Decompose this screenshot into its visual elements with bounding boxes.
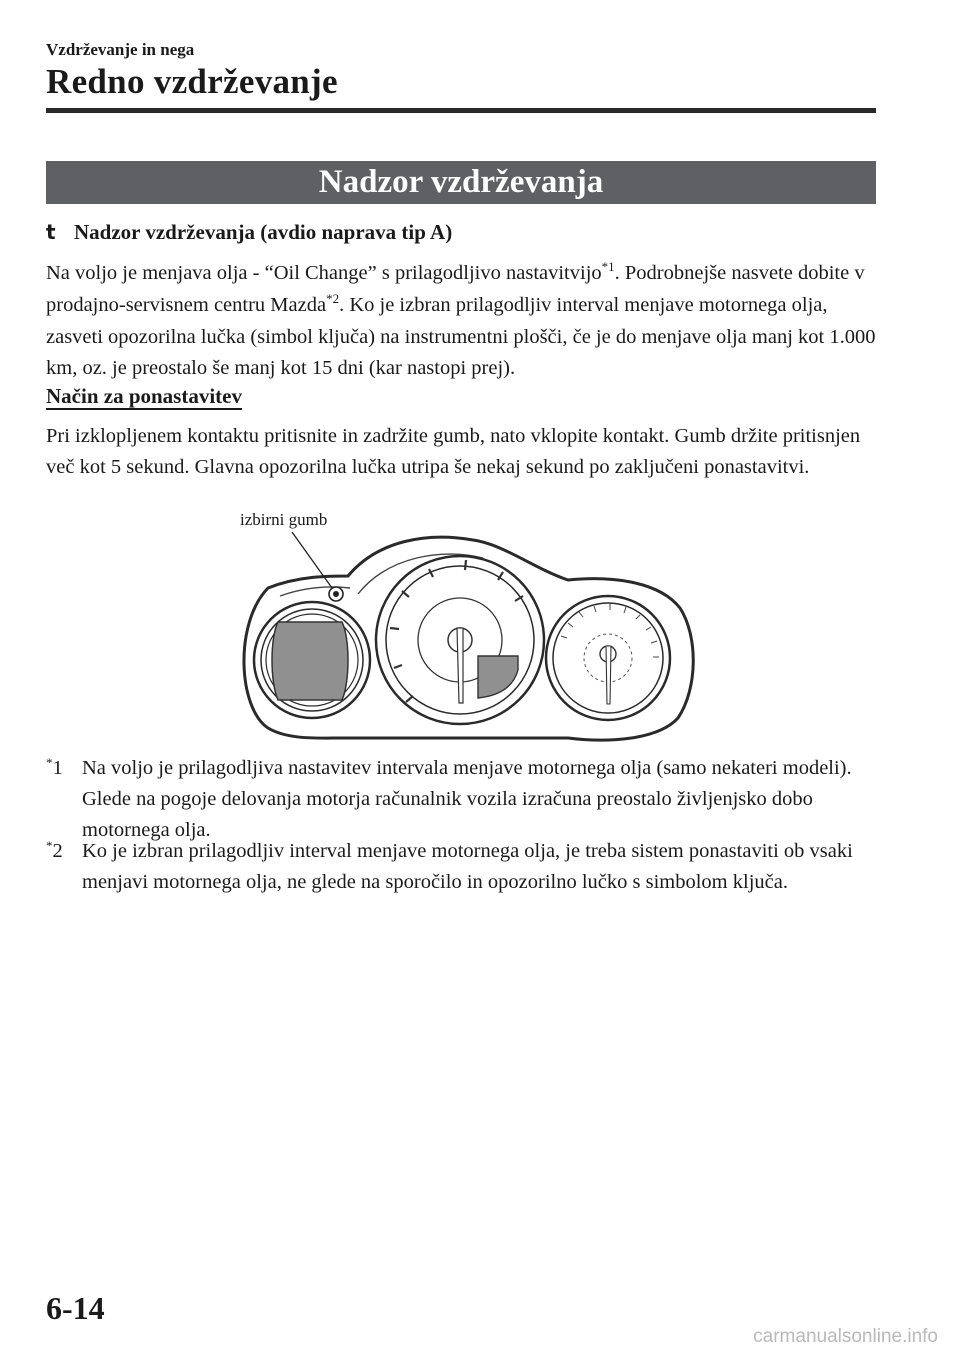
reset-paragraph: Pri izklopljenem kontaktu pritisnite in zadržite gumb, nato vklopite kontakt. Gumb držite pritisnjen več kot 5 sekund. Glavna opozorilna lučka utripa še nekaj sekund po zaključeni ponastavitvi.: [46, 425, 861, 478]
selector-knob: [329, 587, 343, 601]
sub-heading: [46, 220, 452, 245]
multi-info-display: [272, 622, 348, 700]
footnote-1: *1 Na voljo je prilagodljiva nastavitev intervala menjave motornega olja (samo nekateri modeli). Glede na pogoje delovanja motorja računalnik vozila izračuna preostalo življenjsko dobo motornega olja.: [46, 755, 852, 841]
section-header: Redno vzdrževanje: [46, 62, 338, 101]
watermark: carmanualsonline.info: [753, 1326, 938, 1347]
topic-banner: Nadzor vzdrževanja: [46, 161, 876, 204]
intro-paragraph: Na voljo je menjava olja - “Oil Change” s prilagodljivo nastavitvijo$^{*1}$. Podrobnejše nasvete dobite v prodajno-servisnem centru Mazda$^{*2}$. Ko je izbran prilagodljiv interval menjave motornega olja, zasveti opozorilna lučka (simbol ključa) na instrumentni plošči, če je do menjave olja manj kot 1.000 km, oz. je preostalo še manj kot 15 dni (kar nastopi prej).: [46, 259, 876, 379]
header-rule: [46, 108, 876, 113]
chapter-header: Vzdrževanje in nega: [46, 40, 195, 59]
speedometer-gauge: [546, 596, 670, 720]
footnote-ref-1: *1: [601, 259, 615, 274]
page-number: 6-14: [46, 1290, 105, 1326]
left-gauge: [254, 602, 370, 718]
instrument-cluster-diagram: [228, 528, 698, 750]
bullet-icon: t: [46, 220, 56, 244]
footnote-2: *2 Ko je izbran prilagodljiv interval menjave motornega olja, je treba sistem ponastaviti ob vsaki menjavi motornega olja, ne glede na sporočilo in opozorilno lučko s simbolom ključa.: [46, 838, 853, 893]
sub-heading-text: Nadzor vzdrževanja (avdio naprava tip A): [74, 220, 453, 244]
tachometer-gauge: [376, 556, 544, 724]
reset-heading: Način za ponastavitev: [46, 384, 242, 408]
diagram-callout-label: izbirni gumb: [240, 510, 328, 529]
footnote-ref-2: *2: [326, 291, 340, 306]
